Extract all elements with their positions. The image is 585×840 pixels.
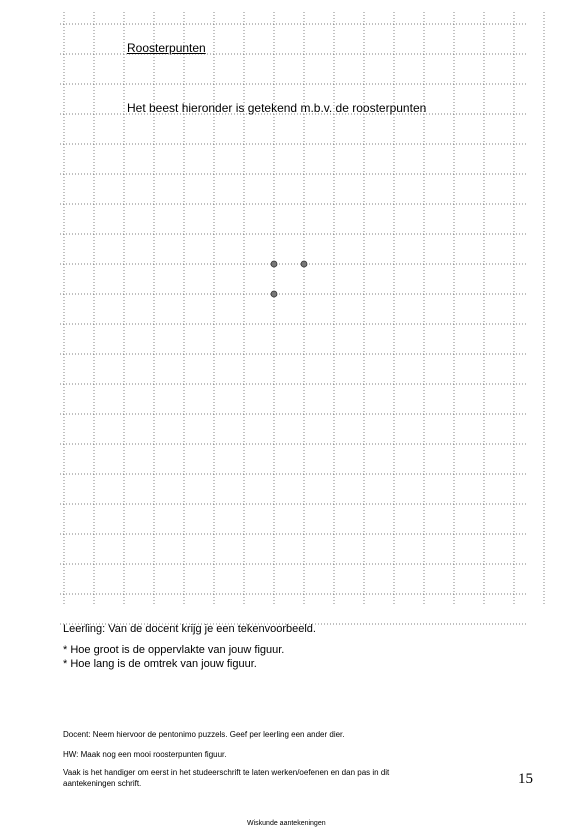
question-area: * Hoe groot is de oppervlakte van jouw figuur.	[63, 644, 285, 656]
homework-note: HW: Maak nog een mooi roosterpunten figuur.	[63, 750, 227, 759]
teacher-note: Docent: Neem hiervoor de pentonimo puzzels. Geef per leerling een ander dier.	[63, 730, 345, 739]
question-perimeter: * Hoe lang is de omtrek van jouw figuur.	[63, 658, 257, 670]
page-title: Roosterpunten	[127, 41, 206, 55]
tip-line-2: aantekeningen schrift.	[63, 779, 142, 788]
footer-text: Wiskunde aantekeningen	[247, 820, 326, 827]
grid-point	[271, 291, 277, 297]
page-number: 15	[518, 771, 533, 787]
intro-text: Het beest hieronder is getekend m.b.v. de roosterpunten	[127, 101, 427, 115]
student-instruction: Leerling: Van de docent krijg je een tekenvoorbeeld.	[63, 623, 316, 635]
grid-point	[271, 261, 277, 267]
grid-point	[301, 261, 307, 267]
tip-line-1: Vaak is het handiger om eerst in het studeerschrift te laten werken/oefenen en dan pas in dit	[63, 768, 390, 777]
